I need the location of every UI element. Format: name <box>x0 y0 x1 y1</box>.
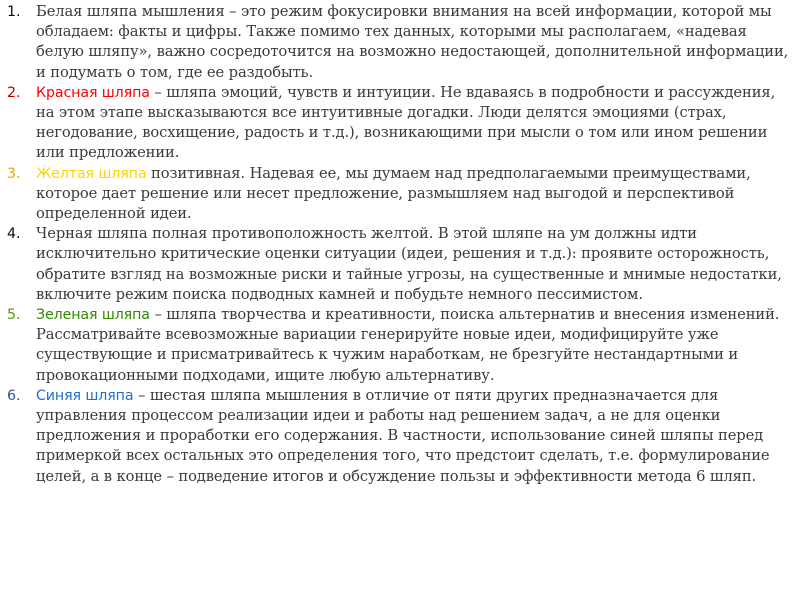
list-number: 1. <box>7 4 21 20</box>
hat-description: Черная шляпа полная противоположность желтой. В этой шляпе на ум должны идти исключительно критические оценки ситуации (идеи, решения и т.д.): проявите осторожность, обратите взгляд на возможные риски и тайные угрозы, на существенные и мнимые недостатки, включите режим поиска подводных камней и побудьте немного пессимистом. <box>36 225 782 303</box>
hat-description: Белая шляпа мышления – это режим фокусировки внимания на всей информации, которой мы обладаем: факты и цифры. Также помимо тех данных, которыми мы располагаем, «надевая белую шляпу», важно сосредоточится на возможно недостающей, дополнительной информации, и подумать о том, где ее раздобыть. <box>36 3 789 81</box>
list-item-black-hat <box>7 224 792 305</box>
list-item-yellow-hat <box>7 164 792 225</box>
list-number: 3. <box>7 165 21 182</box>
list-item-text <box>36 305 792 386</box>
hat-name: Синяя шляпа <box>36 387 134 404</box>
list-number: 6. <box>7 387 21 404</box>
list-item-text <box>36 224 792 305</box>
list-item-text <box>36 83 792 164</box>
list-number: 2. <box>7 84 21 101</box>
list-item-green-hat <box>7 305 792 386</box>
list-item-white-hat <box>7 2 792 83</box>
hat-description: – шляпа творчества и креативности, поиска альтернатив и внесения изменений. Рассматривайте всевозможные вариации генерируйте новые идеи, модифицируйте уже существующие и присматривайтесь к чужим наработкам, не брезгуйте нестандартными и провокационными подходами, ищите любую альтернативу. <box>36 306 780 384</box>
six-hats-list <box>7 2 792 487</box>
list-item-text <box>36 164 792 225</box>
hat-name: Желтая шляпа <box>36 165 147 182</box>
hat-description: – шляпа эмоций, чувств и интуиции. Не вдаваясь в подробности и рассуждения, на этом этапе высказываются все интуитивные догадки. Люди делятся эмоциями (страх, негодование, восхищение, радость и т.д.), возникающими при мысли о том или ином решении или предложении. <box>36 83 776 162</box>
hat-description: – шестая шляпа мышления в отличие от пяти других предназначается для управления процессом реализации идеи и работы над решением задач, а не для оценки предложения и проработки его содержания. В частности, использование синей шляпы перед примеркой всех остальных это определения того, что предстоит сделать, т.е. формулирование целей, а в конце – подведение итогов и обсуждение пользы и эффективности метода 6 шляп. <box>36 386 770 485</box>
list-item-text <box>36 2 792 83</box>
hat-name: Красная шляпа <box>36 84 150 101</box>
list-item-red-hat <box>7 83 792 164</box>
list-number: 4. <box>7 226 21 243</box>
list-number: 5. <box>7 307 21 324</box>
hat-description: позитивная. Надевая ее, мы думаем над предполагаемыми преимуществами, которое дает решение или несет предложение, размышляем над выгодой и перспективой определенной идеи. <box>36 164 751 223</box>
list-item-text <box>36 386 792 487</box>
hat-name: Зеленая шляпа <box>36 307 150 324</box>
list-item-blue-hat <box>7 386 792 487</box>
